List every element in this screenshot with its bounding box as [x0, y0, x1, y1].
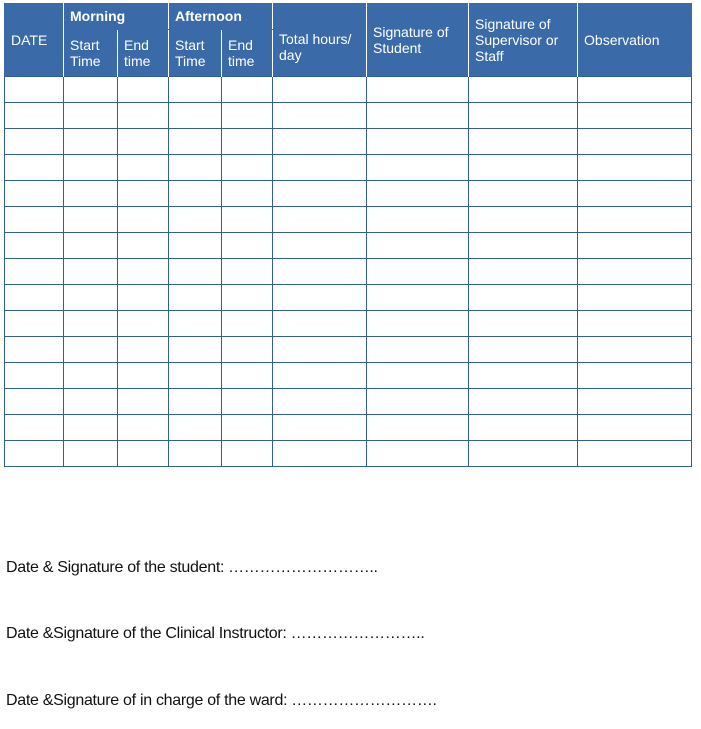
table-cell[interactable]: [367, 77, 469, 103]
table-row: [5, 155, 692, 181]
table-cell[interactable]: [5, 233, 64, 259]
table-cell[interactable]: [169, 311, 222, 337]
table-cell[interactable]: [64, 129, 118, 155]
table-cell[interactable]: [118, 441, 169, 467]
table-cell[interactable]: [469, 129, 578, 155]
table-cell[interactable]: [578, 129, 692, 155]
table-cell[interactable]: [64, 233, 118, 259]
table-row: [5, 129, 692, 155]
table-row: [5, 259, 692, 285]
table-cell[interactable]: [222, 207, 273, 233]
table-cell[interactable]: [5, 259, 64, 285]
table-cell[interactable]: [5, 415, 64, 441]
table-row: [5, 285, 692, 311]
student-signature-dots[interactable]: ………………………..: [228, 559, 378, 576]
table-cell[interactable]: [118, 311, 169, 337]
table-cell[interactable]: [222, 155, 273, 181]
table-cell[interactable]: [578, 311, 692, 337]
table-row: [5, 103, 692, 129]
table-cell[interactable]: [578, 285, 692, 311]
table-cell[interactable]: [367, 337, 469, 363]
table-cell[interactable]: [273, 389, 367, 415]
table-cell[interactable]: [578, 389, 692, 415]
table-row: [5, 441, 692, 467]
table-cell[interactable]: [469, 259, 578, 285]
table-cell[interactable]: [169, 233, 222, 259]
table-cell[interactable]: [64, 207, 118, 233]
table-cell[interactable]: [222, 285, 273, 311]
total-hours-header: Total hours/ day: [273, 3, 367, 77]
table-cell[interactable]: [5, 103, 64, 129]
table-cell[interactable]: [5, 441, 64, 467]
table-cell[interactable]: [169, 103, 222, 129]
table-cell[interactable]: [273, 103, 367, 129]
table-cell[interactable]: [367, 285, 469, 311]
table-cell[interactable]: [367, 311, 469, 337]
table-cell[interactable]: [118, 233, 169, 259]
table-cell[interactable]: [64, 103, 118, 129]
table-cell[interactable]: [367, 441, 469, 467]
table-cell[interactable]: [273, 285, 367, 311]
table-cell[interactable]: [64, 415, 118, 441]
table-cell[interactable]: [169, 181, 222, 207]
table-row: [5, 389, 692, 415]
table-row: [5, 207, 692, 233]
table-cell[interactable]: [118, 259, 169, 285]
table-cell[interactable]: [118, 129, 169, 155]
table-cell[interactable]: [367, 259, 469, 285]
table-cell[interactable]: [367, 103, 469, 129]
table-cell[interactable]: [118, 155, 169, 181]
table-cell[interactable]: [367, 155, 469, 181]
table-cell[interactable]: [169, 129, 222, 155]
table-cell[interactable]: [64, 181, 118, 207]
signature-student-header: Signature of Student: [367, 3, 469, 77]
table-cell[interactable]: [222, 337, 273, 363]
table-cell[interactable]: [118, 103, 169, 129]
table-cell[interactable]: [64, 337, 118, 363]
table-cell[interactable]: [64, 311, 118, 337]
table-cell[interactable]: [578, 77, 692, 103]
table-cell[interactable]: [169, 415, 222, 441]
table-cell[interactable]: [118, 207, 169, 233]
table-cell[interactable]: [469, 441, 578, 467]
table-cell[interactable]: [578, 415, 692, 441]
table-cell[interactable]: [578, 181, 692, 207]
table-cell[interactable]: [5, 285, 64, 311]
table-cell[interactable]: [5, 155, 64, 181]
afternoon-start-header: Start Time: [169, 30, 222, 77]
table-row: [5, 415, 692, 441]
table-cell[interactable]: [367, 415, 469, 441]
table-cell[interactable]: [169, 259, 222, 285]
table-cell[interactable]: [64, 441, 118, 467]
table-cell[interactable]: [222, 233, 273, 259]
table-cell[interactable]: [273, 77, 367, 103]
table-cell[interactable]: [222, 181, 273, 207]
table-cell[interactable]: [273, 337, 367, 363]
table-cell[interactable]: [64, 155, 118, 181]
attendance-table-body: [5, 77, 692, 467]
table-cell[interactable]: [273, 129, 367, 155]
table-cell[interactable]: [578, 363, 692, 389]
table-row: [5, 311, 692, 337]
instructor-signature-label: Date &Signature of the Clinical Instructor:: [6, 625, 287, 642]
table-cell[interactable]: [273, 441, 367, 467]
table-cell[interactable]: [222, 415, 273, 441]
table-cell[interactable]: [169, 337, 222, 363]
table-cell[interactable]: [222, 441, 273, 467]
table-cell[interactable]: [469, 103, 578, 129]
table-cell[interactable]: [367, 363, 469, 389]
table-cell[interactable]: [64, 363, 118, 389]
table-cell[interactable]: [118, 389, 169, 415]
table-cell[interactable]: [469, 363, 578, 389]
table-cell[interactable]: [169, 77, 222, 103]
table-cell[interactable]: [118, 337, 169, 363]
table-cell[interactable]: [5, 129, 64, 155]
table-cell[interactable]: [273, 259, 367, 285]
table-cell[interactable]: [5, 363, 64, 389]
table-cell[interactable]: [367, 389, 469, 415]
table-cell[interactable]: [469, 389, 578, 415]
table-cell[interactable]: [5, 181, 64, 207]
table-cell[interactable]: [273, 181, 367, 207]
table-cell[interactable]: [273, 155, 367, 181]
table-cell[interactable]: [273, 207, 367, 233]
table-cell[interactable]: [64, 259, 118, 285]
table-row: [5, 337, 692, 363]
table-cell[interactable]: [222, 103, 273, 129]
table-cell[interactable]: [469, 155, 578, 181]
table-cell[interactable]: [5, 337, 64, 363]
table-cell[interactable]: [169, 285, 222, 311]
ward-signature-dots[interactable]: ……………………….: [291, 692, 437, 709]
table-cell[interactable]: [273, 363, 367, 389]
table-cell[interactable]: [469, 285, 578, 311]
table-cell[interactable]: [5, 389, 64, 415]
table-row: [5, 181, 692, 207]
table-cell[interactable]: [469, 233, 578, 259]
table-cell[interactable]: [169, 207, 222, 233]
table-cell[interactable]: [222, 77, 273, 103]
student-signature-label: Date & Signature of the student:: [6, 559, 225, 576]
table-row: [5, 77, 692, 103]
table-cell[interactable]: [367, 207, 469, 233]
ward-signature-line: [6, 692, 437, 710]
table-cell[interactable]: [222, 311, 273, 337]
table-row: [5, 233, 692, 259]
table-cell[interactable]: [273, 233, 367, 259]
table-cell[interactable]: [578, 233, 692, 259]
table-cell[interactable]: [469, 181, 578, 207]
instructor-signature-line: [6, 625, 424, 643]
table-cell[interactable]: [578, 207, 692, 233]
table-cell[interactable]: [64, 389, 118, 415]
table-cell[interactable]: [64, 77, 118, 103]
table-cell[interactable]: [469, 77, 578, 103]
table-cell[interactable]: [469, 311, 578, 337]
table-cell[interactable]: [169, 441, 222, 467]
instructor-signature-dots[interactable]: ……………………..: [290, 625, 425, 642]
table-cell[interactable]: [469, 207, 578, 233]
signature-supervisor-header: Signature of Supervisor or Staff: [469, 3, 578, 77]
table-cell[interactable]: [469, 415, 578, 441]
table-cell[interactable]: [118, 181, 169, 207]
table-row: [5, 363, 692, 389]
table-cell[interactable]: [169, 363, 222, 389]
afternoon-end-header: End time: [222, 30, 273, 77]
table-cell[interactable]: [367, 233, 469, 259]
table-cell[interactable]: [273, 311, 367, 337]
table-cell[interactable]: [367, 129, 469, 155]
table-cell[interactable]: [5, 207, 64, 233]
attendance-table: [4, 3, 692, 467]
morning-start-header: Start Time: [64, 30, 118, 77]
table-cell[interactable]: [578, 103, 692, 129]
table-cell[interactable]: [222, 129, 273, 155]
table-cell[interactable]: [222, 363, 273, 389]
table-cell[interactable]: [169, 155, 222, 181]
table-cell[interactable]: [578, 441, 692, 467]
table-cell[interactable]: [5, 311, 64, 337]
table-cell[interactable]: [169, 389, 222, 415]
morning-end-header: End time: [118, 30, 169, 77]
table-cell[interactable]: [222, 259, 273, 285]
table-cell[interactable]: [5, 77, 64, 103]
table-cell[interactable]: [118, 363, 169, 389]
afternoon-header: Afternoon: [169, 3, 273, 30]
table-cell[interactable]: [469, 337, 578, 363]
table-cell[interactable]: [578, 155, 692, 181]
observation-header: Observation: [578, 3, 692, 77]
table-cell[interactable]: [64, 285, 118, 311]
date-header: DATE: [5, 3, 64, 77]
table-cell[interactable]: [118, 415, 169, 441]
table-cell[interactable]: [118, 77, 169, 103]
student-signature-line: [6, 559, 378, 577]
ward-signature-label: Date &Signature of in charge of the ward:: [6, 692, 288, 709]
table-cell[interactable]: [578, 337, 692, 363]
table-cell[interactable]: [273, 415, 367, 441]
header-row-top: [5, 3, 692, 30]
table-cell[interactable]: [118, 285, 169, 311]
table-cell[interactable]: [578, 259, 692, 285]
table-cell[interactable]: [222, 389, 273, 415]
table-cell[interactable]: [367, 181, 469, 207]
morning-header: Morning: [64, 3, 169, 30]
